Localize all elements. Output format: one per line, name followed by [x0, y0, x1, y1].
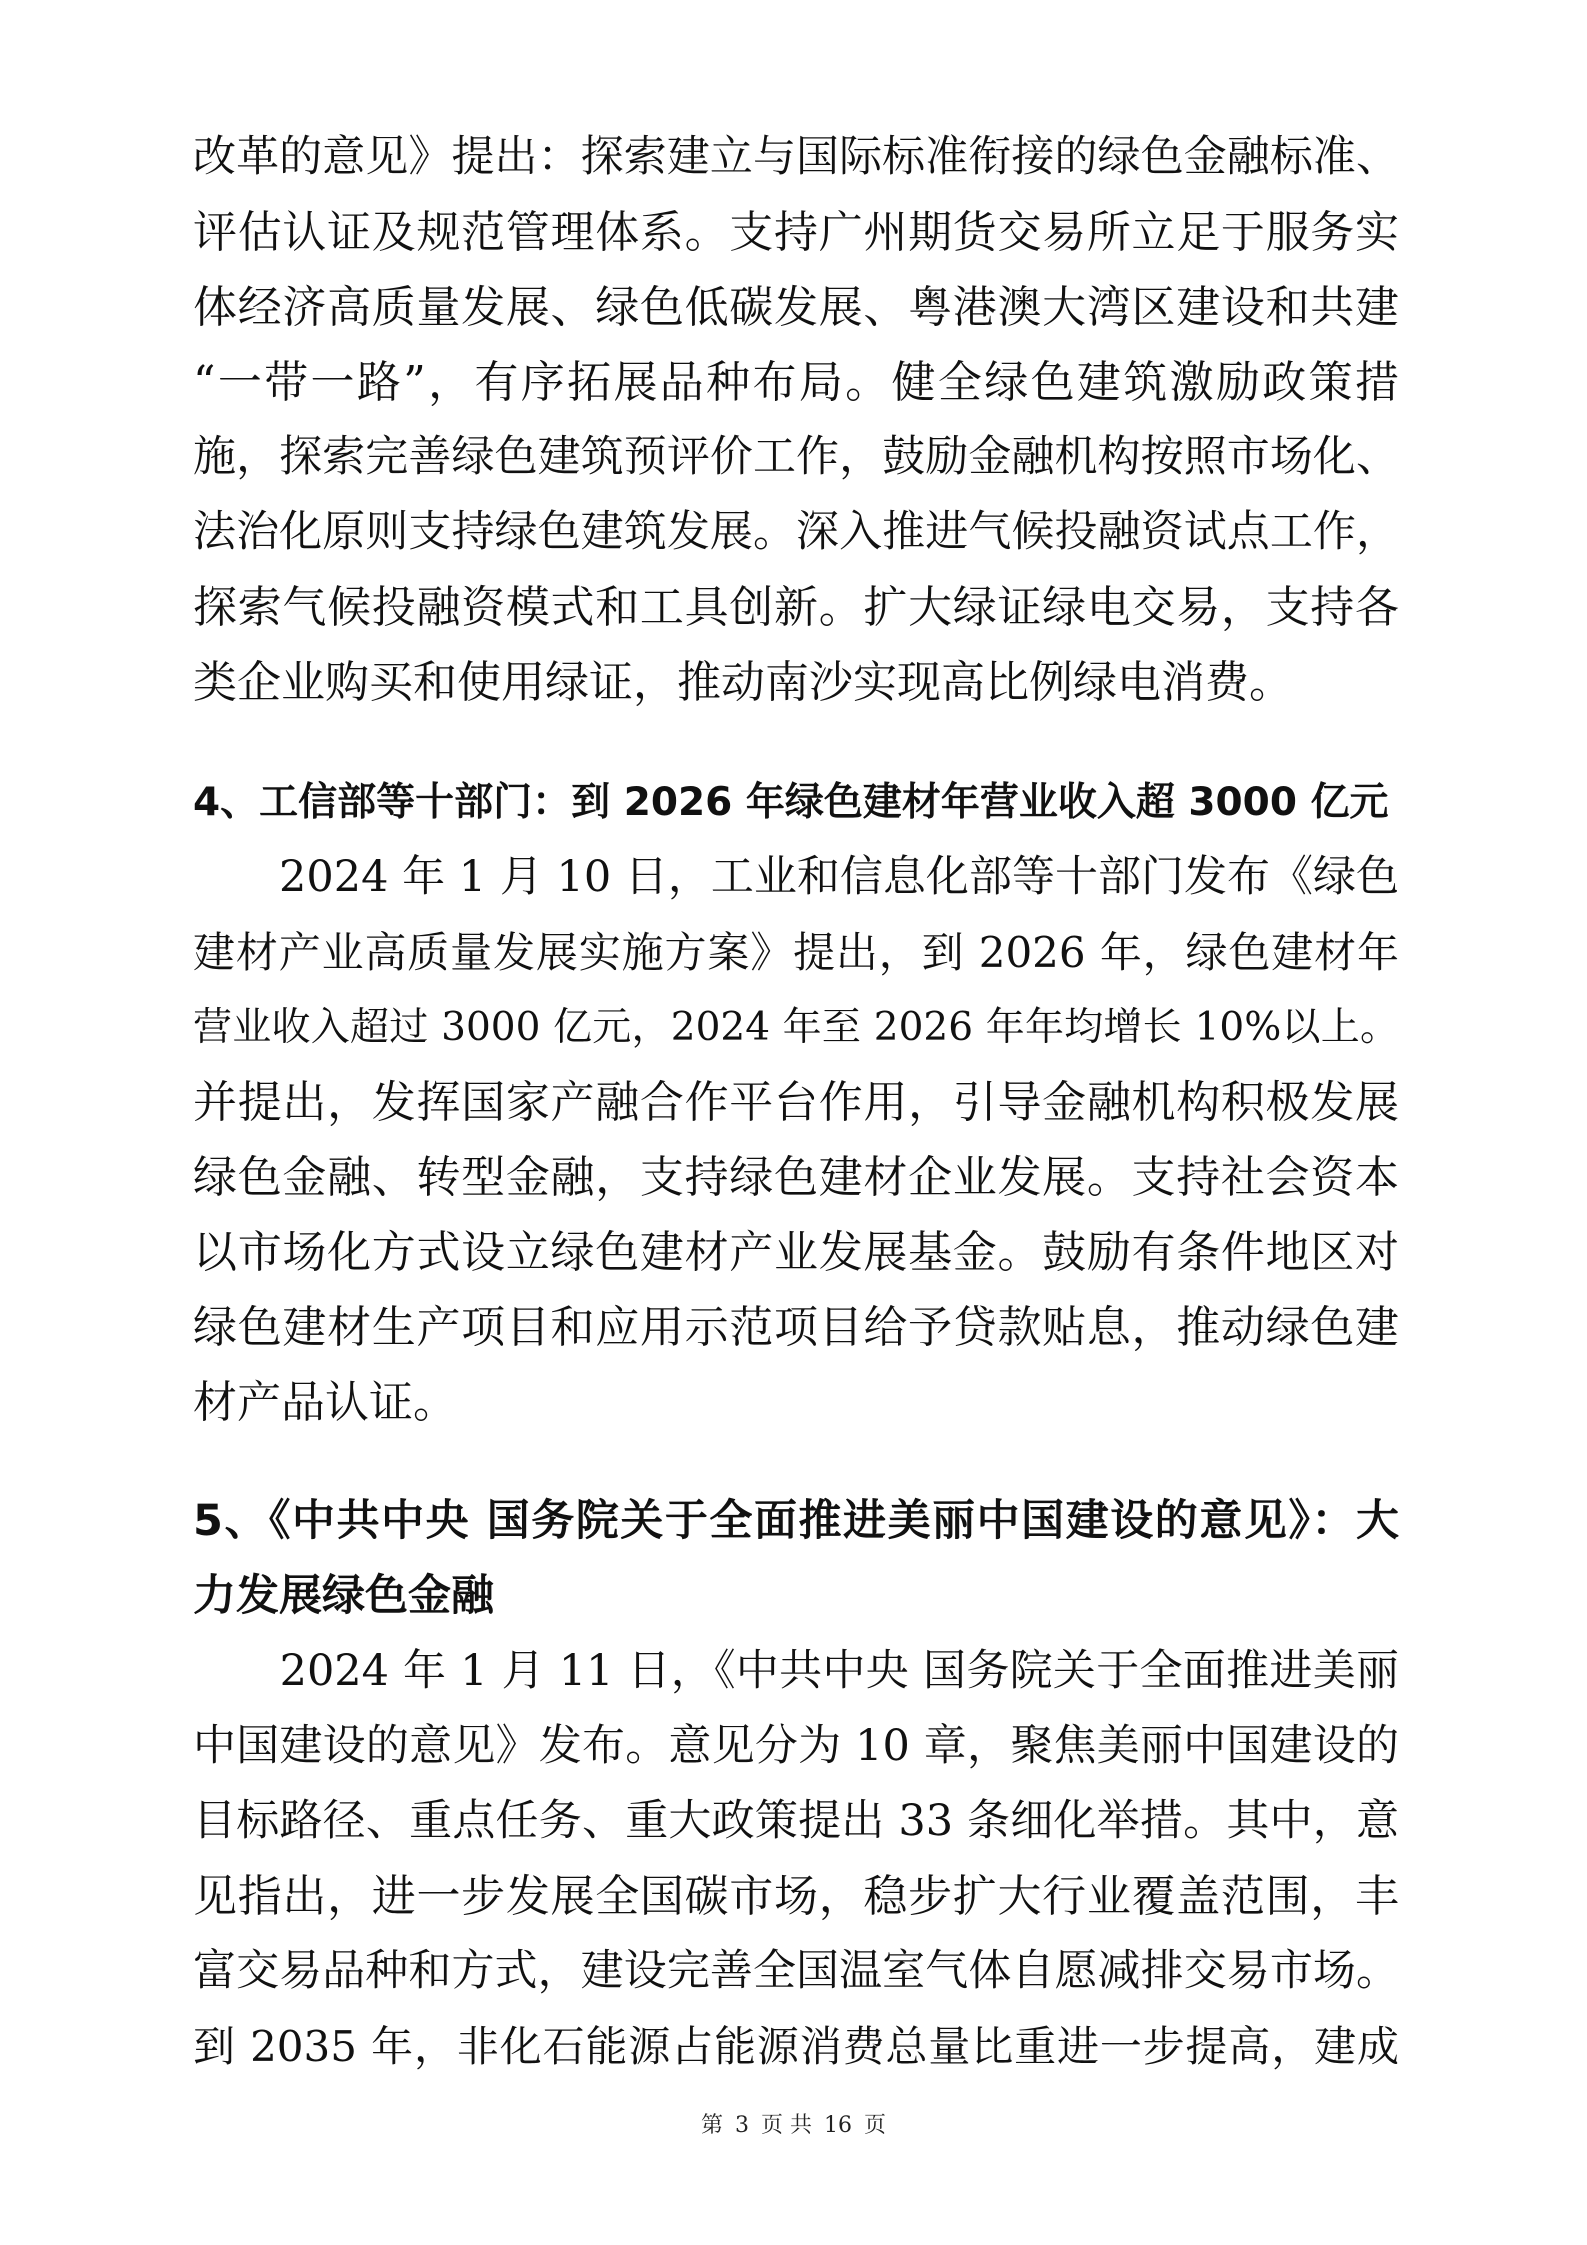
- footer-prefix: 第: [700, 2113, 723, 2138]
- text-line: 绿色金融、转型金融，支持绿色建材企业发展。支持社会资本: [193, 1152, 1399, 1203]
- text-line: 2024 年 1 月 11 日，《中共中央 国务院关于全面推进美丽: [193, 1646, 1399, 1696]
- text-line: 改革的意见》提出：探索建立与国际标准衔接的绿色金融标准、: [193, 132, 1399, 182]
- text-line: 建材产业高质量发展实施方案》提出，到 2026 年，绿色建材年: [193, 928, 1399, 977]
- total-pages: 16: [824, 2113, 852, 2138]
- text-line: 到 2035 年，非化石能源占能源消费总量比重进一步提高，建成: [193, 2022, 1399, 2071]
- text-line: 体经济高质量发展、绿色低碳发展、粤港澳大湾区建设和共建: [193, 282, 1399, 333]
- text-line: 以市场化方式设立绿色建材产业发展基金。鼓励有条件地区对: [193, 1227, 1399, 1278]
- text-line: 目标路径、重点任务、重大政策提出 33 条细化举措。其中，意: [193, 1796, 1399, 1846]
- text-line: 评估认证及规范管理体系。支持广州期货交易所立足于服务实: [193, 207, 1399, 258]
- heading-line: 5、《中共中央 国务院关于全面推进美丽中国建设的意见》：大: [193, 1496, 1399, 1546]
- page-number: 3: [735, 2113, 749, 2138]
- text-line: 施，探索完善绿色建筑预评价工作，鼓励金融机构按照市场化、: [193, 432, 1399, 482]
- text-line: 富交易品种和方式，建设完善全国温室气体自愿减排交易市场。: [193, 1946, 1399, 1996]
- footer-middle: 页 共: [761, 2113, 812, 2138]
- text-line: 见指出，进一步发展全国碳市场，稳步扩大行业覆盖范围，丰: [193, 1871, 1399, 1922]
- text-line: 中国建设的意见》发布。意见分为 10 章，聚焦美丽中国建设的: [193, 1721, 1399, 1771]
- text-line: 探索气候投融资模式和工具创新。扩大绿证绿电交易，支持各: [193, 582, 1399, 633]
- text-line: 2024 年 1 月 10 日，工业和信息化部等十部门发布《绿色: [193, 852, 1399, 902]
- text-line: 营业收入超过 3000 亿元，2024 年至 2026 年年均增长 10%以上。: [193, 1005, 1399, 1050]
- footer-suffix: 页: [864, 2113, 887, 2138]
- text-line: “一带一路”，有序拓展品种布局。健全绿色建筑激励政策措: [193, 357, 1399, 408]
- heading-line: 力发展绿色金融: [193, 1571, 494, 1621]
- text-line: 法治化原则支持绿色建筑发展。深入推进气候投融资试点工作，: [193, 507, 1399, 557]
- text-line: 并提出，发挥国家产融合作平台作用，引导金融机构积极发展: [193, 1077, 1399, 1128]
- section-heading-4: 4、工信部等十部门：到 2026 年绿色建材年营业收入超 3000 亿元: [193, 780, 1389, 825]
- text-line: 材产品认证。: [193, 1377, 457, 1428]
- text-line: 绿色建材生产项目和应用示范项目给予贷款贴息，推动绿色建: [193, 1302, 1399, 1353]
- page-footer: [0, 2108, 1587, 2139]
- text-line: 类企业购买和使用绿证，推动南沙实现高比例绿电消费。: [193, 657, 1293, 708]
